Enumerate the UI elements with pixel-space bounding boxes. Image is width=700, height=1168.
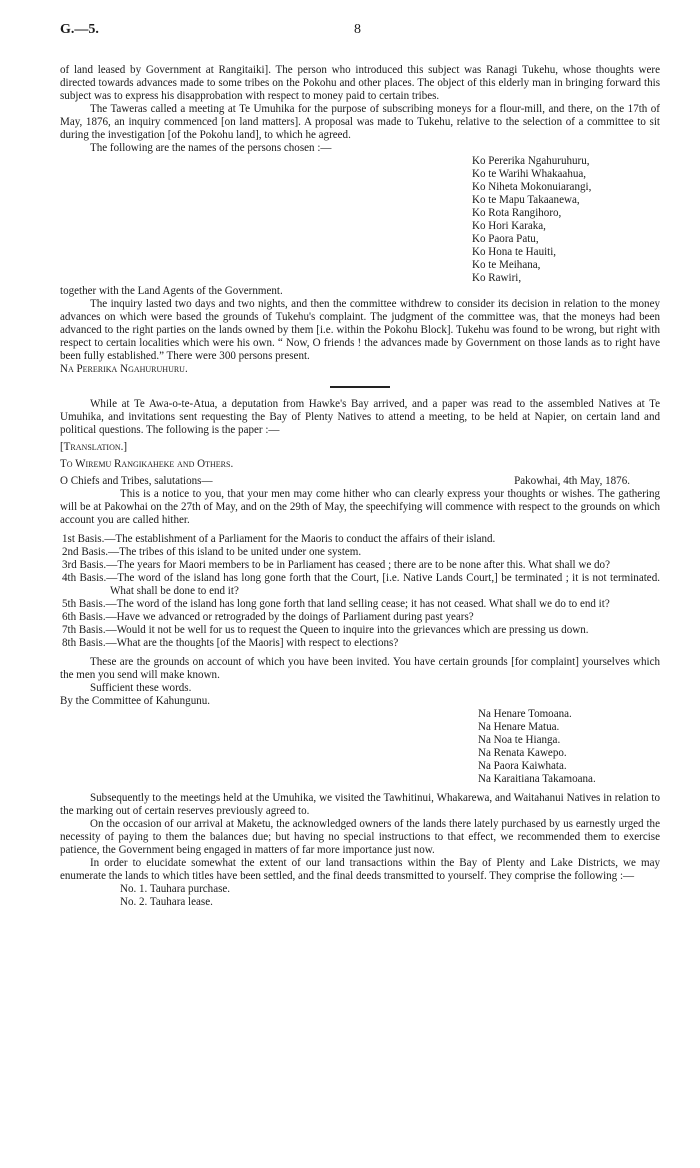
kahungunu-names-list — [478, 708, 660, 786]
addressee-heading: To Wiremu Rangikaheke and Others. — [60, 458, 234, 470]
salutation: O Chiefs and Tribes, salutations— — [60, 475, 213, 487]
paragraph-8: Subsequently to the meetings held at the Umuhika, we visited the Tawhitinui, Whakarewa, and Waitahanui Natives in relation to the marking out of certain reserves previously agreed to. — [60, 792, 660, 817]
kahungunu-name: Na Henare Tomoana. — [478, 708, 572, 720]
bases-list — [62, 533, 660, 650]
paragraph-5: While at Te Awa-o-te-Atua, a deputation from Hawke's Bay arrived, and a paper was read to the assembled Natives at Te Umuhika, and invitations sent requesting the Bay of Plenty Natives to attend a meeting, to be held at Napier, on certain land and political questions. The following is the paper :— — [60, 398, 660, 436]
basis-item: 6th Basis.—Have we advanced or retrograded by the doings of Parliament during past years? — [62, 611, 474, 623]
kahungunu-name: Na Renata Kawepo. — [478, 747, 567, 759]
committee-names-list — [472, 155, 660, 285]
page-number: 8 — [354, 22, 361, 37]
committee-name: Ko Niheta Mokonuiarangi, — [472, 181, 592, 193]
document-reference: G.—5. — [60, 22, 99, 37]
land-items-list — [120, 883, 660, 909]
paragraph-9: On the occasion of our arrival at Maketu, the acknowledged owners of the lands there lately purchased by us earnestly urged the necessity of paying to them the balances due; but having no special instructions to that effect, we recommended them to exercise patience, the Government being engaged in matters of far more importance just now. — [60, 818, 660, 856]
kahungunu-name: Na Paora Kaiwhata. — [478, 760, 567, 772]
signature-pererika: Na Pererika Ngahuruhuru. — [60, 363, 188, 375]
kahungunu-name: Na Karaitiana Takamoana. — [478, 773, 596, 785]
basis-item: 5th Basis.—The word of the island has long gone forth that land selling cease; it has not ceased. What shall we do to end it? — [62, 598, 610, 610]
kahungunu-name: Na Henare Matua. — [478, 721, 560, 733]
land-item: No. 2. Tauhara lease. — [120, 896, 213, 908]
basis-item: 8th Basis.—What are the thoughts [of the Maoris] with respect to elections? — [62, 637, 399, 649]
kahungunu-name: Na Noa te Hianga. — [478, 734, 561, 746]
paragraph-6: This is a notice to you, that your men may come hither who can clearly express your thoughts or wishes. The gathering will be at Pakowhai on the 27th of May, and on the 29th of May, the speechifying will commence with respect to the grounds on which account you are called hither. — [60, 488, 660, 526]
committee-name: Ko Hori Karaka, — [472, 220, 546, 232]
committee-name: Ko Pererika Ngahuruhuru, — [472, 155, 590, 167]
land-item: No. 1. Tauhara purchase. — [120, 883, 231, 895]
translation-heading: [Translation.] — [60, 441, 128, 453]
basis-item: 1st Basis.—The establishment of a Parliament for the Maoris to conduct the affairs of their island. — [62, 533, 496, 545]
salutation-row — [60, 475, 660, 488]
paragraph-10: In order to elucidate somewhat the extent of our land transactions within the Bay of Plenty and Lake Districts, we may enumerate the lands to which titles have been settled, and the final deeds transmitted to yourself. They comprise the following :— — [60, 857, 660, 882]
together-line: together with the Land Agents of the Government. — [60, 285, 283, 297]
committee-name: Ko Hona te Hauiti, — [472, 246, 557, 258]
paragraph-1: of land leased by Government at Rangitaiki]. The person who introduced this subject was Ranagi Tukehu, whose thoughts were directed towards advances made to some tribes on the Pokohu and other places. The object of this elderly man in bringing forward this subject was to express his disapprobation with respect to money paid to certain tribes. — [60, 64, 660, 102]
committee-name: Ko te Mapu Takaanewa, — [472, 194, 580, 206]
committee-name: Ko te Warihi Whakaahua, — [472, 168, 587, 180]
place-date: Pakowhai, 4th May, 1876. — [514, 475, 630, 487]
paragraph-7: These are the grounds on account of which you have been invited. You have certain grounds [for complaint] yourselves which the men you send will make known. — [60, 656, 660, 681]
committee-name: Ko Rota Rangihoro, — [472, 207, 562, 219]
committee-name: Ko Paora Patu, — [472, 233, 539, 245]
basis-item: 2nd Basis.—The tribes of this island to be united under one system. — [62, 546, 362, 558]
document-body — [60, 64, 660, 909]
basis-item: 7th Basis.—Would it not be well for us to request the Queen to inquire into the grievances which are pressing us down. — [62, 624, 589, 636]
section-divider — [330, 386, 390, 388]
basis-item: 3rd Basis.—The years for Maori members to be in Parliament has ceased ; there are to be none after this. What shall we do? — [62, 559, 610, 571]
sufficient-line: Sufficient these words. — [90, 682, 192, 694]
paragraph-4: The inquiry lasted two days and two nights, and then the committee withdrew to consider its decision in relation to the money advances on which were based the grounds of Tukehu's complaint. The judgment of the committee was, that the moneys had been advanced to the right parties on the lands owned by them [i.e. within the Pokohu Block]. Tukehu was found to be wrong, but right with respect to certain localities which were his own. “ Now, O friends ! the advances made by Government on those lands as to right have been fully established.” There were 300 persons present. — [60, 298, 660, 362]
committee-name: Ko te Meihana, — [472, 259, 541, 271]
committee-name: Ko Rawiri, — [472, 272, 522, 284]
committee-line: By the Committee of Kahungunu. — [60, 695, 211, 707]
basis-item: 4th Basis.—The word of the island has long gone forth that the Court, [i.e. Native Lands Court,] be terminated ; it is not terminated. What shall be done to end it? — [62, 572, 660, 597]
paragraph-2: The Taweras called a meeting at Te Umuhika for the purpose of subscribing moneys for a flour-mill, and there, on the 17th of May, 1876, an inquiry commenced [on land matters]. A proposal was made to Tukehu, relative to the selection of a committee to sit during the investigation [of the Pokohu land], to which he agreed. — [60, 103, 660, 141]
paragraph-3: The following are the names of the persons chosen :— — [90, 142, 332, 154]
